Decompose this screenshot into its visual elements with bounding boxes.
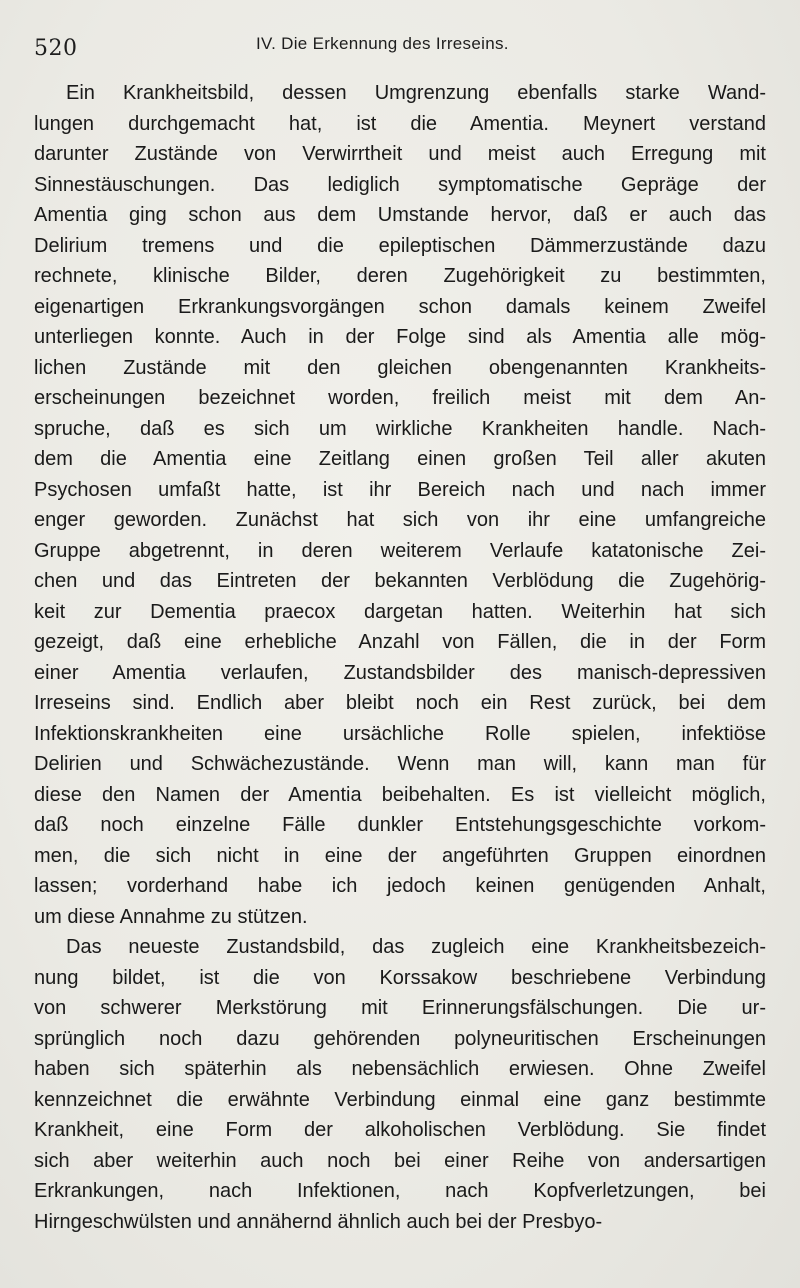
text-line: kennzeichnet die erwähnte Verbindung einmal eine ganz bestimmte: [34, 1088, 766, 1111]
text-line: gezeigt, daß eine erhebliche Anzahl von Fällen, die in der Form: [34, 631, 766, 653]
text-line: sich aber weiterhin auch noch bei einer Reihe von andersartigen: [34, 1149, 766, 1172]
text-line: Delirien und Schwächezustände. Wenn man will, kann man für: [34, 753, 766, 775]
text-line: darunter Zustände von Verwirrtheit und meist auch Erregung mit: [34, 143, 766, 165]
text-line: einer Amentia verlaufen, Zustandsbilder des manisch-depressiven: [34, 661, 766, 684]
text-line: daß noch einzelne Fälle dunkler Entstehungsgeschichte vorkom-: [34, 814, 766, 836]
text-line: lungen durchgemacht hat, ist die Amentia. Meynert verstand: [34, 112, 766, 135]
text-line: Erkrankungen, nach Infektionen, nach Kopfverletzungen, bei: [34, 1180, 766, 1202]
text-line: diese den Namen der Amentia beibehalten. Es ist vielleicht möglich,: [34, 783, 766, 806]
text-line: eigenartigen Erkrankungsvorgängen schon damals keinem Zweifel: [34, 295, 766, 318]
text-line: lassen; vorderhand habe ich jedoch keinen genügenden Anhalt,: [34, 875, 766, 897]
text-line: um diese Annahme zu stützen.: [34, 905, 308, 928]
text-line: erscheinungen bezeichnet worden, freilich meist mit dem An-: [34, 387, 766, 409]
text-line: Ein Krankheitsbild, dessen Umgrenzung ebenfalls starke Wand-: [66, 82, 766, 104]
text-line: Delirium tremens und die epileptischen Dämmerzustände dazu: [34, 234, 766, 257]
text-line: enger geworden. Zunächst hat sich von ihr eine umfangreiche: [34, 509, 766, 531]
text-line: nung bildet, ist die von Korssakow beschriebene Verbindung: [34, 966, 766, 989]
text-line: Infektionskrankheiten eine ursächliche Rolle spielen, infektiöse: [34, 722, 766, 745]
paragraph: [34, 78, 766, 932]
text-line: spruche, daß es sich um wirkliche Krankheiten handle. Nach-: [34, 417, 766, 440]
text-line: keit zur Dementia praecox dargetan hatten. Weiterhin hat sich: [34, 600, 766, 623]
text-line: Psychosen umfaßt hatte, ist ihr Bereich nach und nach immer: [34, 478, 766, 501]
page-header: [34, 32, 760, 64]
text-line: Irreseins sind. Endlich aber bleibt noch ein Rest zurück, bei dem: [34, 692, 766, 714]
text-line: von schwerer Merkstörung mit Erinnerungsfälschungen. Die ur-: [34, 997, 766, 1019]
text-line: Amentia ging schon aus dem Umstande hervor, daß er auch das: [34, 204, 766, 226]
text-line: Krankheit, eine Form der alkoholischen Verblödung. Sie findet: [34, 1119, 766, 1141]
text-line: sprünglich noch dazu gehörenden polyneuritischen Erscheinungen: [34, 1027, 766, 1050]
running-head: IV. Die Erkennung des Irreseins.: [256, 34, 509, 53]
text-line: unterliegen konnte. Auch in der Folge sind als Amentia alle mög-: [34, 326, 766, 348]
text-line: lichen Zustände mit den gleichen obengenannten Krankheits-: [34, 356, 766, 379]
text-line: rechnete, klinische Bilder, deren Zugehörigkeit zu bestimmten,: [34, 265, 766, 287]
page-number: 520: [34, 36, 78, 61]
text-line: chen und das Eintreten der bekannten Verblödung die Zugehörig-: [34, 570, 766, 592]
text-line: haben sich späterhin als nebensächlich erwiesen. Ohne Zweifel: [34, 1058, 766, 1080]
paragraph: [34, 932, 766, 1237]
text-line: Gruppe abgetrennt, in deren weiterem Verlaufe katatonische Zei-: [34, 539, 766, 562]
text-line: Das neueste Zustandsbild, das zugleich eine Krankheitsbezeich-: [66, 936, 766, 958]
text-line: men, die sich nicht in eine der angeführten Gruppen einordnen: [34, 844, 766, 867]
text-line: Hirngeschwülsten und annähernd ähnlich auch bei der Presbyo-: [34, 1210, 603, 1233]
text-line: Sinnestäuschungen. Das lediglich symptomatische Gepräge der: [34, 173, 766, 196]
body-text: [34, 78, 766, 1237]
text-line: dem die Amentia eine Zeitlang einen großen Teil aller akuten: [34, 448, 766, 470]
